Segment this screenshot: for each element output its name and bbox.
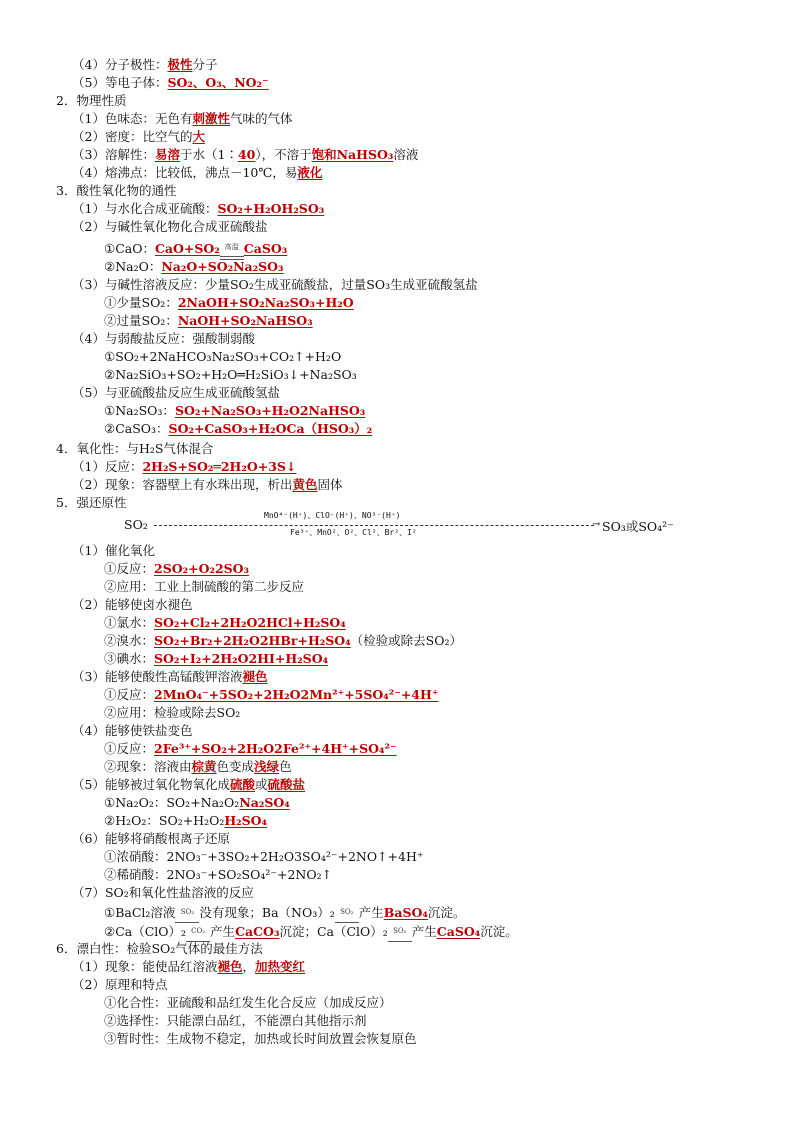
text: ①CaO： bbox=[104, 241, 155, 256]
text: 于水（1∶ bbox=[179, 147, 238, 162]
line-caso3 bbox=[104, 420, 372, 438]
section-title: 4．氧化性：与H₂S气体混合 bbox=[56, 441, 214, 456]
line-basic-oxide: （2）与碱性氧化物化合成亚硫酸盐 bbox=[72, 219, 268, 234]
text: ②CaSO₃： bbox=[104, 421, 169, 436]
line-combination: ①化合性：亚硫酸和品红发生化合反应（加成反应） bbox=[104, 995, 392, 1010]
answer: 2SO₂+O₂2SO₃ bbox=[154, 561, 250, 576]
line-na2o bbox=[104, 258, 284, 276]
answer: SO₂+Br₂+2H₂O2HBr+H₂SO₄ bbox=[154, 633, 351, 648]
text: ②现象：溶液由 bbox=[104, 759, 192, 774]
line-h2s-reaction bbox=[72, 458, 296, 476]
answer: CaSO₃ bbox=[243, 241, 288, 256]
text: 沉淀。 bbox=[480, 924, 518, 939]
answer: 黄色 bbox=[292, 477, 318, 492]
text: （5）能够被过氧化物氧化成 bbox=[72, 777, 230, 792]
text: ①反应： bbox=[104, 687, 155, 702]
answer: 褪色 bbox=[242, 669, 268, 684]
text: ②溴水： bbox=[104, 633, 155, 648]
line-catalytic-use: ②应用：工业上制硫酸的第二步反应 bbox=[104, 579, 305, 594]
answer: 2NaOH+SO₂Na₂SO₃+H₂O bbox=[177, 295, 354, 310]
text: （2）现象：容器壁上有水珠出现，析出 bbox=[72, 477, 293, 492]
section-title: 3．酸性氧化物的通性 bbox=[56, 183, 177, 198]
answer: NaOH+SO₂NaHSO₃ bbox=[177, 313, 313, 328]
line-cao bbox=[104, 238, 287, 256]
line-bacl2 bbox=[104, 903, 465, 921]
text: ①反应： bbox=[104, 741, 155, 756]
answer: 浅绿 bbox=[254, 759, 280, 774]
text: ①反应： bbox=[104, 561, 155, 576]
condition: SO₂ bbox=[388, 922, 412, 940]
line-na2so3 bbox=[104, 402, 365, 420]
line-conc-nitric: ①浓硝酸：2NO₃⁻+3SO₂+2H₂O3SO₄²⁻+2NO↑+4H⁺ bbox=[104, 849, 424, 864]
line-iodine bbox=[104, 650, 328, 668]
line-iron-phenomenon bbox=[104, 758, 292, 776]
line-bleach-phenomenon bbox=[72, 958, 305, 976]
line-oxidizing-salt: （7）SO₂和氧化性盐溶液的反应 bbox=[72, 885, 254, 900]
line-na2o2 bbox=[104, 794, 290, 812]
text: 产生 bbox=[411, 924, 437, 939]
section-title: 2．物理性质 bbox=[56, 93, 127, 108]
line-excess-so2 bbox=[104, 312, 313, 330]
text: （2）密度：比空气的 bbox=[72, 129, 193, 144]
line-iron: （4）能够使铁盐变色 bbox=[72, 723, 193, 738]
answer: 2Fe³⁺+SO₂+2H₂O2Fe²⁺+4H⁺+SO₄²⁻ bbox=[154, 741, 397, 756]
answer: 刺激性 bbox=[192, 111, 230, 126]
text: （5）等电子体： bbox=[72, 75, 168, 90]
line-solubility bbox=[72, 146, 418, 164]
text: 或 bbox=[254, 777, 268, 792]
text: ①少量SO₂： bbox=[104, 295, 178, 310]
answer: 硫酸盐 bbox=[267, 777, 306, 792]
answer: SO₂+Na₂SO₃+H₂O2NaHSO₃ bbox=[174, 403, 366, 418]
text: （1）色味态：无色有 bbox=[72, 111, 193, 126]
answer: 棕黄 bbox=[191, 759, 217, 774]
answer: Na₂O+SO₂Na₂SO₃ bbox=[161, 259, 284, 274]
text: ），不溶于 bbox=[255, 147, 312, 162]
line-density bbox=[72, 128, 205, 146]
text: 产生 bbox=[210, 924, 236, 939]
answer: 液化 bbox=[297, 165, 323, 180]
line-temporary: ③暂时性：生成物不稳定，加热或长时间放置会恢复原色 bbox=[104, 1031, 417, 1046]
text: ②过量SO₂： bbox=[104, 313, 178, 328]
line-alkali: （3）与碱性溶液反应：少量SO₂生成亚硫酸盐，过量SO₃生成亚硫酸氢盐 bbox=[72, 277, 478, 292]
text: （4）熔沸点：比较低，沸点－10℃，易 bbox=[72, 165, 298, 180]
line-sulfite: （5）与亚硫酸盐反应生成亚硫酸氢盐 bbox=[72, 385, 280, 400]
answer: SO₂+Cl₂+2H₂O2HCl+H₂SO₄ bbox=[154, 615, 346, 630]
line-bromine bbox=[104, 632, 462, 650]
condition: SO₂ bbox=[335, 903, 359, 921]
line-kmno4-reaction bbox=[104, 686, 438, 704]
line-chlorine bbox=[104, 614, 346, 632]
line-kmno4-use: ②应用：检验或除去SO₂ bbox=[104, 705, 241, 720]
section-title: 6．漂白性：检验SO₂气体的最佳方法 bbox=[56, 941, 263, 956]
text: ②H₂O₂：SO₂+H₂O₂ bbox=[104, 813, 225, 828]
line-dilute-nitric: ②稀硝酸：2NO₃⁻+SO₂SO₄²⁻+2NO₂↑ bbox=[104, 867, 333, 882]
text: 分子 bbox=[192, 57, 218, 72]
text: 溶液 bbox=[393, 147, 419, 162]
text: ②Na₂O： bbox=[104, 259, 162, 274]
text: （1）反应： bbox=[72, 459, 143, 474]
text: 没有现象；Ba（NO₃）₂ bbox=[199, 905, 335, 920]
text: （1）与水化合成亚硫酸： bbox=[72, 201, 218, 216]
section-title: 5．强还原性 bbox=[56, 495, 127, 510]
answer: 2H₂S+SO₂═2H₂O+3S↓ bbox=[142, 459, 297, 474]
text: （4）分子极性： bbox=[72, 57, 168, 72]
line-nitrate: （6）能够将硝酸根离子还原 bbox=[72, 831, 230, 846]
line-kmno4 bbox=[72, 668, 267, 686]
text: （1）现象：能使品红溶液 bbox=[72, 959, 218, 974]
answer: 2MnO₄⁻+5SO₂+2H₂O2Mn²⁺+5SO₄²⁻+4H⁺ bbox=[154, 687, 439, 702]
text: 沉淀；Ca（ClO）₂ bbox=[279, 924, 388, 939]
text: 色变成 bbox=[216, 759, 255, 774]
text: （3）能够使酸性高锰酸钾溶液 bbox=[72, 669, 243, 684]
answer: 饱和NaHSO₃ bbox=[311, 147, 394, 162]
line-catalytic: （1）催化氧化 bbox=[72, 543, 155, 558]
redox-oxidants-bottom: Fe³⁺、MnO²、O²、Cl²、Br²、I² bbox=[290, 528, 417, 537]
answer: CaCO₃ bbox=[235, 924, 280, 939]
line-iron-reaction bbox=[104, 740, 397, 758]
line-halogen: （2）能够使卤水褪色 bbox=[72, 597, 193, 612]
text: 沉淀。 bbox=[427, 905, 466, 920]
text: （3）溶解性： bbox=[72, 147, 155, 162]
answer: SO₂、O₃、NO₂⁻ bbox=[167, 75, 269, 90]
line-h2o2 bbox=[104, 812, 267, 830]
line-nahco3: ①SO₂+2NaHCO₃Na₂SO₃+CO₂↑+H₂O bbox=[104, 349, 342, 364]
line-little-so2 bbox=[104, 294, 354, 312]
arrow-right-icon: → bbox=[592, 519, 601, 530]
condition: SO₂ bbox=[175, 903, 199, 921]
text: ①Na₂SO₃： bbox=[104, 403, 175, 418]
answer: BaSO₄ bbox=[383, 905, 428, 920]
answer: SO₂+I₂+2H₂O2HI+H₂SO₄ bbox=[154, 651, 329, 666]
line-peroxide bbox=[72, 776, 305, 794]
text: 产生 bbox=[358, 905, 384, 920]
line-color bbox=[72, 110, 293, 128]
redox-product: SO₃或SO₄²⁻ bbox=[602, 519, 674, 534]
answer: 大 bbox=[192, 129, 205, 144]
answer: CaO+SO₂ bbox=[154, 241, 220, 256]
text: ③碘水： bbox=[104, 651, 155, 666]
line-caclo2 bbox=[104, 922, 518, 940]
text: ②Ca（ClO）₂ bbox=[104, 924, 187, 939]
redox-dashed-line bbox=[154, 525, 594, 526]
redox-diagram bbox=[124, 512, 684, 538]
answer: SO₂+H₂OH₂SO₃ bbox=[217, 201, 325, 216]
text: ， bbox=[242, 959, 255, 974]
line-polarity bbox=[72, 56, 218, 74]
text: ①氯水： bbox=[104, 615, 155, 630]
line-water bbox=[72, 200, 324, 218]
answer: 硫酸 bbox=[229, 777, 255, 792]
redox-reactant: SO₂ bbox=[124, 517, 148, 532]
line-weak-acid-salt: （4）与弱酸盐反应：强酸制弱酸 bbox=[72, 331, 255, 346]
text: ①BaCl₂溶液 bbox=[104, 905, 176, 920]
answer: 40 bbox=[237, 147, 256, 162]
line-isoelectronic bbox=[72, 74, 269, 92]
answer: Na₂SO₄ bbox=[239, 795, 290, 810]
text: （检验或除去SO₂） bbox=[350, 633, 462, 648]
answer: 褪色 bbox=[217, 959, 243, 974]
answer: CaSO₄ bbox=[436, 924, 481, 939]
text: 气味的气体 bbox=[229, 111, 293, 126]
condition: CO₂ bbox=[186, 922, 210, 940]
line-principle: （2）原理和特点 bbox=[72, 977, 168, 992]
answer: 易溶 bbox=[154, 147, 180, 162]
text: ①Na₂O₂：SO₂+Na₂O₂ bbox=[104, 795, 240, 810]
redox-oxidants-top: MnO⁴⁻(H⁺)、ClO⁻(H⁺)、NO³⁻(H⁺) bbox=[264, 511, 401, 520]
text: 固体 bbox=[317, 477, 343, 492]
answer: H₂SO₄ bbox=[224, 813, 268, 828]
condition: 高温 bbox=[220, 238, 244, 256]
answer: 极性 bbox=[167, 57, 193, 72]
line-na2sio3: ②Na₂SiO₃+SO₂+H₂O═H₂SiO₃↓+Na₂SO₃ bbox=[104, 367, 357, 382]
answer: SO₂+CaSO₃+H₂OCa（HSO₃）₂ bbox=[168, 421, 373, 436]
text: 色 bbox=[279, 759, 292, 774]
line-selectivity: ②选择性：只能漂白品红，不能漂白其他指示剂 bbox=[104, 1013, 367, 1028]
line-catalytic-reaction bbox=[104, 560, 249, 578]
answer: 加热变红 bbox=[255, 959, 306, 974]
line-melting bbox=[72, 164, 322, 182]
line-h2s-phenomenon bbox=[72, 476, 343, 494]
